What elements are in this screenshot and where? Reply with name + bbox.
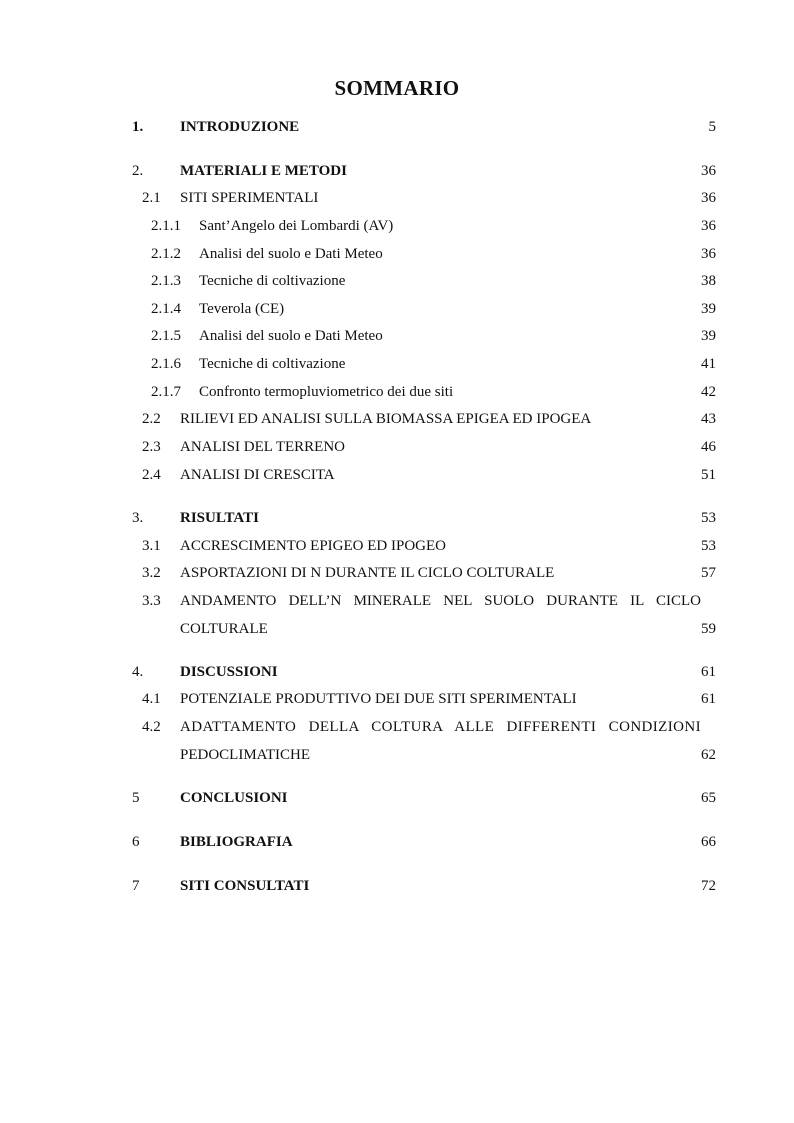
entry-title: SITI CONSULTATI [180, 878, 310, 894]
entry-title: ACCRESCIMENTO EPIGEO ED IPOGEO [180, 538, 446, 554]
entry-number: 2.1.3 [151, 273, 181, 289]
entry-page: 61 [701, 664, 716, 680]
toc-entry-2[interactable] [0, 161, 794, 181]
entry-page: 72 [701, 878, 716, 894]
entry-number: 2.1.5 [151, 328, 181, 344]
entry-number: 3.1 [142, 538, 161, 554]
entry-page: 36 [701, 163, 716, 179]
entry-number: 6 [132, 834, 140, 850]
entry-number: 5 [132, 790, 140, 806]
entry-page: 41 [701, 356, 716, 372]
entry-page: 66 [701, 834, 716, 850]
entry-number: 2. [132, 163, 144, 179]
entry-number: 3. [132, 510, 144, 526]
toc-entry-6[interactable] [0, 832, 794, 852]
toc-entry-3-2[interactable] [0, 563, 794, 583]
entry-number: 2.3 [142, 439, 161, 455]
entry-number: 4.1 [142, 691, 161, 707]
toc-entry-2-1-4[interactable] [0, 299, 794, 319]
entry-title: INTRODUZIONE [180, 119, 300, 135]
entry-number: 2.1.6 [151, 356, 181, 372]
toc-entry-7[interactable] [0, 876, 794, 896]
toc-entry-4-2[interactable] [0, 717, 794, 737]
entry-page: 61 [701, 691, 716, 707]
entry-number: 2.1.4 [151, 301, 181, 317]
entry-number: 2.1.7 [151, 384, 181, 400]
entry-page: 36 [701, 218, 716, 234]
entry-page: 53 [701, 510, 716, 526]
toc-entry-2-1-5[interactable] [0, 326, 794, 346]
toc-entry-2-1-3[interactable] [0, 271, 794, 291]
entry-title: Sant’Angelo dei Lombardi (AV) [199, 218, 394, 234]
toc-entry-2-2[interactable] [0, 409, 794, 429]
page-title: SOMMARIO [334, 76, 460, 100]
entry-title: ANALISI DI CRESCITA [180, 467, 335, 483]
entry-number: 2.1.1 [151, 218, 181, 234]
entry-page: 5 [708, 119, 716, 135]
entry-title-continued: PEDOCLIMATICHE [180, 747, 310, 763]
entry-number: 2.1.2 [151, 246, 181, 262]
toc-entry-4-2-continued[interactable] [0, 745, 794, 765]
entry-title: ADATTAMENTO DELLA COLTURA ALLE DIFFERENTI CONDIZIONI [180, 719, 701, 735]
entry-title: Analisi del suolo e Dati Meteo [199, 328, 383, 344]
entry-page: 62 [701, 747, 716, 763]
entry-number: 3.3 [142, 593, 161, 609]
entry-page: 36 [701, 246, 716, 262]
entry-title: SITI SPERIMENTALI [180, 190, 319, 206]
entry-title: RISULTATI [180, 510, 259, 526]
entry-page: 51 [701, 467, 716, 483]
toc-entry-3-3[interactable] [0, 591, 794, 611]
toc-entry-2-1-6[interactable] [0, 354, 794, 374]
entry-title: RILIEVI ED ANALISI SULLA BIOMASSA EPIGEA ED IPOGEA [180, 411, 592, 427]
toc-entry-2-1-2[interactable] [0, 244, 794, 264]
entry-page: 46 [701, 439, 716, 455]
entry-page: 36 [701, 190, 716, 206]
entry-title: ANDAMENTO DELL’N MINERALE NEL SUOLO DURANTE IL CICLO [180, 593, 701, 609]
toc-entry-2-1[interactable] [0, 188, 794, 208]
entry-number: 1. [132, 119, 144, 135]
toc-entry-2-4[interactable] [0, 465, 794, 485]
entry-title: Confronto termopluviometrico dei due siti [199, 384, 454, 400]
entry-page: 65 [701, 790, 716, 806]
entry-page: 38 [701, 273, 716, 289]
entry-page: 43 [701, 411, 716, 427]
toc-entry-5[interactable] [0, 788, 794, 808]
entry-title: Teverola (CE) [199, 301, 285, 317]
entry-number: 2.2 [142, 411, 161, 427]
toc-entry-3-1[interactable] [0, 536, 794, 556]
entry-number: 7 [132, 878, 140, 894]
toc-entry-2-3[interactable] [0, 437, 794, 457]
toc-entry-4[interactable] [0, 662, 794, 682]
toc-entry-3-3-continued[interactable] [0, 619, 794, 639]
entry-page: 39 [701, 328, 716, 344]
entry-title: Tecniche di coltivazione [199, 273, 346, 289]
entry-title: Tecniche di coltivazione [199, 356, 346, 372]
toc-entry-2-1-7[interactable] [0, 382, 794, 402]
entry-title: BIBLIOGRAFIA [180, 834, 293, 850]
entry-page: 57 [701, 565, 716, 581]
entry-number: 4. [132, 664, 144, 680]
entry-page: 59 [701, 621, 716, 637]
entry-number: 4.2 [142, 719, 161, 735]
entry-title: ASPORTAZIONI DI N DURANTE IL CICLO COLTURALE [180, 565, 555, 581]
entry-title: POTENZIALE PRODUTTIVO DEI DUE SITI SPERIMENTALI [180, 691, 577, 707]
entry-title: DISCUSSIONI [180, 664, 278, 680]
entry-title-continued: COLTURALE [180, 621, 268, 637]
entry-title: CONCLUSIONI [180, 790, 288, 806]
entry-title: Analisi del suolo e Dati Meteo [199, 246, 383, 262]
entry-title: MATERIALI E METODI [180, 163, 347, 179]
entry-number: 2.4 [142, 467, 161, 483]
entry-number: 2.1 [142, 190, 161, 206]
toc-entry-3[interactable] [0, 508, 794, 528]
entry-page: 42 [701, 384, 716, 400]
toc-entry-2-1-1[interactable] [0, 216, 794, 236]
entry-number: 3.2 [142, 565, 161, 581]
toc-entry-1[interactable] [0, 117, 794, 137]
entry-title: ANALISI DEL TERRENO [180, 439, 345, 455]
entry-page: 53 [701, 538, 716, 554]
toc-entry-4-1[interactable] [0, 689, 794, 709]
entry-page: 39 [701, 301, 716, 317]
